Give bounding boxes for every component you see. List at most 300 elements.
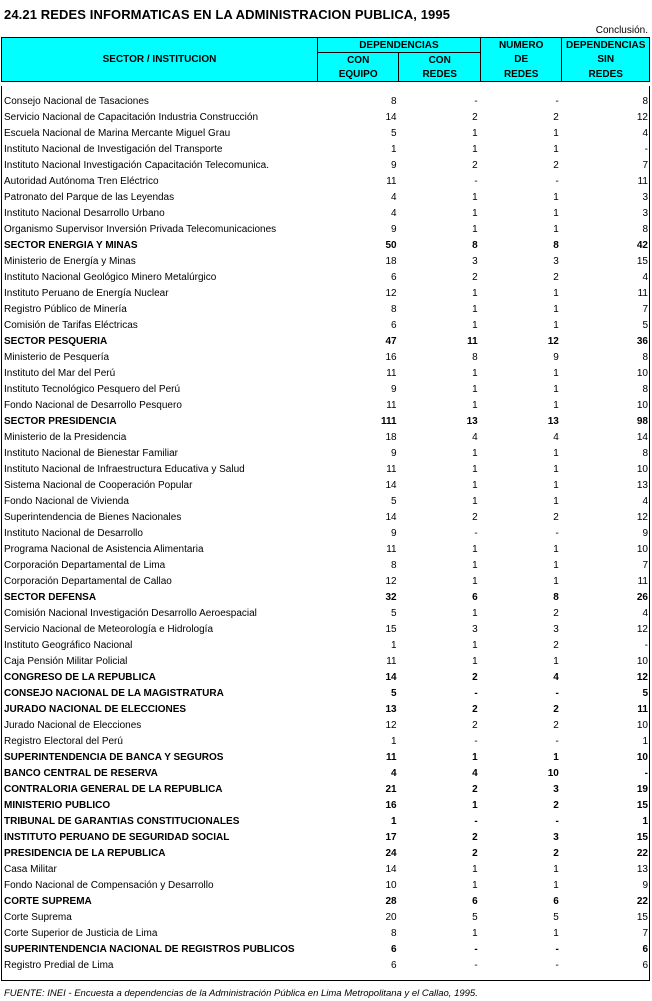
cell-con-equipo: 6 bbox=[391, 960, 397, 971]
cell-con-equipo: 9 bbox=[391, 224, 397, 235]
cell-sin-redes: 9 bbox=[642, 528, 648, 539]
cell-con-equipo: 21 bbox=[385, 784, 397, 795]
row-name: Fondo Nacional de Vivienda bbox=[4, 496, 129, 507]
cell-con-equipo: 12 bbox=[385, 576, 397, 587]
cell-con-equipo: 14 bbox=[385, 512, 397, 523]
table-row bbox=[1, 782, 650, 798]
table-row bbox=[1, 862, 650, 878]
row-name: Escuela Nacional de Marina Mercante Miguel Grau bbox=[4, 128, 231, 139]
cell-numero-redes: 12 bbox=[547, 336, 559, 347]
cell-con-equipo: 14 bbox=[385, 480, 397, 491]
cell-con-redes: - bbox=[474, 960, 478, 971]
cell-con-redes: 1 bbox=[472, 368, 478, 379]
cell-sin-redes: 36 bbox=[636, 336, 648, 347]
row-name: SECTOR DEFENSA bbox=[4, 592, 97, 603]
cell-numero-redes: - bbox=[555, 960, 559, 971]
table-row bbox=[1, 510, 650, 526]
table-row bbox=[1, 542, 650, 558]
table-row bbox=[1, 286, 650, 302]
cell-numero-redes: - bbox=[555, 176, 559, 187]
cell-sin-redes: 7 bbox=[642, 560, 648, 571]
cell-sin-redes: 10 bbox=[636, 720, 648, 731]
cell-numero-redes: - bbox=[555, 528, 559, 539]
cell-sin-redes: 7 bbox=[642, 928, 648, 939]
cell-con-redes: 3 bbox=[472, 256, 478, 267]
table-row bbox=[1, 606, 650, 622]
cell-con-equipo: 18 bbox=[385, 256, 397, 267]
table-row bbox=[1, 798, 650, 814]
cell-numero-redes: 3 bbox=[553, 832, 559, 843]
header-dependencias-sin: DEPENDENCIAS bbox=[562, 38, 650, 53]
table-row bbox=[1, 750, 650, 766]
cell-sin-redes: 6 bbox=[642, 944, 648, 955]
table-row bbox=[1, 350, 650, 366]
table-row bbox=[1, 526, 650, 542]
cell-con-equipo: 5 bbox=[391, 128, 397, 139]
row-name: Superintendencia de Bienes Nacionales bbox=[4, 512, 182, 523]
table-row bbox=[1, 574, 650, 590]
cell-con-equipo: 6 bbox=[391, 272, 397, 283]
row-name: Organismo Supervisor Inversión Privada Telecomunicaciones bbox=[4, 224, 277, 235]
cell-numero-redes: 1 bbox=[553, 288, 559, 299]
row-name: Fondo Nacional de Compensación y Desarrollo bbox=[4, 880, 214, 891]
cell-sin-redes: 8 bbox=[642, 224, 648, 235]
row-name: Comisión de Tarifas Eléctricas bbox=[4, 320, 138, 331]
cell-con-redes: 2 bbox=[472, 848, 478, 859]
cell-con-equipo: 111 bbox=[381, 416, 397, 427]
cell-con-equipo: 5 bbox=[391, 608, 397, 619]
row-name: Instituto del Mar del Perú bbox=[4, 368, 116, 379]
table-row bbox=[1, 206, 650, 222]
cell-con-equipo: 14 bbox=[385, 864, 397, 875]
cell-numero-redes: 1 bbox=[553, 928, 559, 939]
table-row bbox=[1, 158, 650, 174]
cell-con-equipo: 16 bbox=[385, 352, 397, 363]
cell-con-redes: 8 bbox=[472, 240, 478, 251]
cell-con-equipo: 20 bbox=[385, 912, 397, 923]
cell-con-redes: 1 bbox=[472, 208, 478, 219]
cell-numero-redes: 1 bbox=[553, 368, 559, 379]
row-name: Instituto Geográfico Nacional bbox=[4, 640, 133, 651]
table-row bbox=[1, 830, 650, 846]
cell-con-redes: 1 bbox=[472, 400, 478, 411]
cell-con-equipo: 11 bbox=[386, 368, 397, 379]
table-row bbox=[1, 142, 650, 158]
row-name: Servicio Nacional de Meteorología e Hidrología bbox=[4, 624, 214, 635]
table-row bbox=[1, 94, 650, 110]
cell-numero-redes: 1 bbox=[553, 752, 559, 763]
table-row bbox=[1, 878, 650, 894]
cell-sin-redes: 4 bbox=[642, 608, 648, 619]
row-name: CONSEJO NACIONAL DE LA MAGISTRATURA bbox=[4, 688, 224, 699]
cell-sin-redes: 10 bbox=[636, 368, 648, 379]
cell-sin-redes: 4 bbox=[642, 272, 648, 283]
cell-sin-redes: 15 bbox=[636, 256, 648, 267]
cell-con-redes: 1 bbox=[472, 928, 478, 939]
cell-sin-redes: 7 bbox=[642, 160, 648, 171]
page-title: 24.21 REDES INFORMATICAS EN LA ADMINISTRACION PUBLICA, 1995 bbox=[4, 7, 451, 22]
table-row bbox=[1, 942, 650, 958]
cell-con-redes: 1 bbox=[472, 224, 478, 235]
cell-sin-redes: 11 bbox=[637, 288, 648, 299]
cell-con-redes: 4 bbox=[472, 432, 478, 443]
cell-con-equipo: 8 bbox=[391, 304, 397, 315]
cell-numero-redes: - bbox=[555, 944, 559, 955]
cell-con-redes: 2 bbox=[472, 512, 478, 523]
cell-sin-redes: 8 bbox=[642, 352, 648, 363]
cell-con-redes: - bbox=[474, 688, 478, 699]
row-name: CONGRESO DE LA REPUBLICA bbox=[4, 672, 156, 683]
cell-con-redes: 2 bbox=[472, 720, 478, 731]
cell-con-redes: 1 bbox=[472, 608, 478, 619]
cell-con-redes: 1 bbox=[472, 192, 478, 203]
cell-con-equipo: 17 bbox=[385, 832, 397, 843]
cell-con-redes: - bbox=[474, 736, 478, 747]
cell-con-redes: 1 bbox=[472, 576, 478, 587]
cell-numero-redes: 1 bbox=[553, 464, 559, 475]
header-numero: NUMERO bbox=[480, 38, 562, 53]
header-de: DE bbox=[480, 53, 562, 68]
cell-con-redes: 2 bbox=[472, 832, 478, 843]
row-name: SUPERINTENDENCIA NACIONAL DE REGISTROS PUBLICOS bbox=[4, 944, 295, 955]
table-row bbox=[1, 222, 650, 238]
cell-sin-redes: 11 bbox=[637, 704, 648, 715]
row-name: Instituto Nacional Geológico Minero Metalúrgico bbox=[4, 272, 217, 283]
cell-con-redes: 13 bbox=[466, 416, 478, 427]
row-name: SECTOR PESQUERIA bbox=[4, 336, 108, 347]
cell-sin-redes: 10 bbox=[636, 656, 648, 667]
cell-sin-redes: 3 bbox=[642, 208, 648, 219]
cell-con-redes: 2 bbox=[472, 704, 478, 715]
cell-con-equipo: 11 bbox=[386, 400, 397, 411]
cell-numero-redes: - bbox=[555, 736, 559, 747]
table-row bbox=[1, 430, 650, 446]
table-header bbox=[1, 37, 650, 82]
cell-numero-redes: 2 bbox=[553, 112, 559, 123]
cell-con-redes: 3 bbox=[472, 624, 478, 635]
table-row bbox=[1, 446, 650, 462]
cell-numero-redes: - bbox=[555, 96, 559, 107]
row-name: MINISTERIO PUBLICO bbox=[4, 800, 111, 811]
cell-sin-redes: 15 bbox=[636, 832, 648, 843]
row-name: Servicio Nacional de Capacitación Industria Construcción bbox=[4, 112, 259, 123]
cell-con-equipo: 18 bbox=[385, 432, 397, 443]
header-sin-redes: REDES bbox=[562, 67, 650, 82]
cell-con-redes: 1 bbox=[472, 880, 478, 891]
row-name: Ministerio de Energía y Minas bbox=[4, 256, 136, 267]
row-name: Corporación Departamental de Lima bbox=[4, 560, 166, 571]
cell-sin-redes: 13 bbox=[636, 480, 648, 491]
row-name: BANCO CENTRAL DE RESERVA bbox=[4, 768, 158, 779]
cell-con-equipo: 11 bbox=[386, 656, 397, 667]
row-name: Caja Pensión Militar Policial bbox=[4, 656, 128, 667]
cell-sin-redes: 9 bbox=[642, 880, 648, 891]
data-table bbox=[1, 94, 650, 974]
cell-sin-redes: - bbox=[644, 768, 648, 779]
cell-con-equipo: 9 bbox=[391, 448, 397, 459]
cell-numero-redes: 1 bbox=[553, 880, 559, 891]
row-name: Instituto Nacional de Desarrollo bbox=[4, 528, 143, 539]
cell-sin-redes: 10 bbox=[636, 464, 648, 475]
cell-con-redes: 1 bbox=[472, 752, 478, 763]
cell-sin-redes: 10 bbox=[636, 400, 648, 411]
cell-con-equipo: 24 bbox=[385, 848, 397, 859]
cell-con-equipo: 6 bbox=[391, 320, 397, 331]
cell-sin-redes: 8 bbox=[642, 96, 648, 107]
table-row bbox=[1, 638, 650, 654]
cell-con-equipo: 4 bbox=[391, 192, 397, 203]
table-row bbox=[1, 366, 650, 382]
cell-numero-redes: 2 bbox=[553, 512, 559, 523]
table-row bbox=[1, 958, 650, 974]
cell-con-equipo: 13 bbox=[385, 704, 397, 715]
cell-con-redes: 5 bbox=[472, 912, 478, 923]
cell-con-redes: - bbox=[474, 528, 478, 539]
cell-sin-redes: 8 bbox=[642, 384, 648, 395]
cell-numero-redes: 3 bbox=[553, 256, 559, 267]
cell-con-redes: 11 bbox=[467, 336, 478, 347]
source-footnote: FUENTE: INEI - Encuesta a dependencias de la Administración Pública en Lima Metropolitana y el Callao, 1995. bbox=[4, 988, 478, 999]
cell-con-equipo: 16 bbox=[385, 800, 397, 811]
cell-con-equipo: 1 bbox=[391, 144, 397, 155]
cell-numero-redes: 1 bbox=[553, 304, 559, 315]
table-row bbox=[1, 414, 650, 430]
table-row bbox=[1, 894, 650, 910]
cell-numero-redes: 1 bbox=[553, 224, 559, 235]
cell-numero-redes: 2 bbox=[553, 720, 559, 731]
cell-sin-redes: 10 bbox=[636, 752, 648, 763]
cell-con-redes: 6 bbox=[472, 896, 478, 907]
cell-sin-redes: 4 bbox=[642, 128, 648, 139]
cell-numero-redes: 1 bbox=[553, 544, 559, 555]
cell-numero-redes: 2 bbox=[553, 160, 559, 171]
cell-sin-redes: 13 bbox=[636, 864, 648, 875]
table-row bbox=[1, 670, 650, 686]
row-name: Consejo Nacional de Tasaciones bbox=[4, 96, 149, 107]
row-name: Registro Público de Minería bbox=[4, 304, 127, 315]
row-name: Instituto Nacional de Investigación del Transporte bbox=[4, 144, 223, 155]
cell-sin-redes: 5 bbox=[642, 688, 648, 699]
header-dependencias: DEPENDENCIAS bbox=[317, 38, 480, 53]
cell-sin-redes: 12 bbox=[636, 512, 648, 523]
cell-numero-redes: 1 bbox=[553, 496, 559, 507]
cell-numero-redes: 2 bbox=[553, 704, 559, 715]
row-name: CORTE SUPREMA bbox=[4, 896, 92, 907]
cell-sin-redes: 12 bbox=[636, 672, 648, 683]
table-row bbox=[1, 398, 650, 414]
cell-numero-redes: - bbox=[555, 688, 559, 699]
table-row bbox=[1, 478, 650, 494]
row-name: JURADO NACIONAL DE ELECCIONES bbox=[4, 704, 187, 715]
cell-sin-redes: 11 bbox=[637, 576, 648, 587]
cell-con-equipo: 6 bbox=[391, 944, 397, 955]
row-name: Instituto Peruano de Energía Nuclear bbox=[4, 288, 169, 299]
row-name: Autoridad Autónoma Tren Eléctrico bbox=[4, 176, 159, 187]
cell-sin-redes: 1 bbox=[642, 816, 648, 827]
cell-con-equipo: 9 bbox=[391, 160, 397, 171]
cell-con-redes: - bbox=[474, 816, 478, 827]
cell-sin-redes: 7 bbox=[642, 304, 648, 315]
cell-con-redes: 1 bbox=[472, 496, 478, 507]
cell-numero-redes: 5 bbox=[553, 912, 559, 923]
row-name: Ministerio de Pesquería bbox=[4, 352, 110, 363]
cell-con-redes: 1 bbox=[472, 640, 478, 651]
table-row bbox=[1, 174, 650, 190]
row-name: CONTRALORIA GENERAL DE LA REPUBLICA bbox=[4, 784, 223, 795]
row-name: Corporación Departamental de Callao bbox=[4, 576, 172, 587]
cell-con-equipo: 12 bbox=[385, 288, 397, 299]
cell-con-equipo: 14 bbox=[385, 112, 397, 123]
cell-con-equipo: 8 bbox=[391, 560, 397, 571]
cell-numero-redes: 1 bbox=[553, 560, 559, 571]
cell-sin-redes: 1 bbox=[642, 736, 648, 747]
cell-con-redes: 1 bbox=[472, 304, 478, 315]
cell-numero-redes: 1 bbox=[553, 448, 559, 459]
cell-numero-redes: 13 bbox=[547, 416, 559, 427]
cell-numero-redes: 1 bbox=[553, 128, 559, 139]
cell-con-equipo: 8 bbox=[391, 928, 397, 939]
cell-sin-redes: 15 bbox=[636, 912, 648, 923]
table-row bbox=[1, 494, 650, 510]
table-row bbox=[1, 254, 650, 270]
cell-con-redes: 2 bbox=[472, 272, 478, 283]
cell-sin-redes: 15 bbox=[636, 800, 648, 811]
cell-con-redes: 2 bbox=[472, 784, 478, 795]
table-row bbox=[1, 590, 650, 606]
cell-con-equipo: 5 bbox=[391, 496, 397, 507]
cell-con-redes: 6 bbox=[472, 592, 478, 603]
cell-numero-redes: 4 bbox=[553, 432, 559, 443]
cell-numero-redes: 2 bbox=[553, 640, 559, 651]
cell-numero-redes: 1 bbox=[553, 144, 559, 155]
cell-sin-redes: 42 bbox=[636, 240, 648, 251]
row-name: SECTOR ENERGIA Y MINAS bbox=[4, 240, 138, 251]
cell-con-redes: - bbox=[474, 944, 478, 955]
cell-numero-redes: 1 bbox=[553, 656, 559, 667]
row-name: TRIBUNAL DE GARANTIAS CONSTITUCIONALES bbox=[4, 816, 240, 827]
cell-numero-redes: 9 bbox=[553, 352, 559, 363]
cell-numero-redes: - bbox=[555, 816, 559, 827]
table-row bbox=[1, 110, 650, 126]
cell-numero-redes: 1 bbox=[553, 480, 559, 491]
header-con-equipo-top: CON bbox=[317, 53, 399, 68]
cell-con-redes: 8 bbox=[472, 352, 478, 363]
cell-con-equipo: 1 bbox=[391, 640, 397, 651]
cell-sin-redes: 5 bbox=[642, 320, 648, 331]
table-row bbox=[1, 622, 650, 638]
row-name: Casa Militar bbox=[4, 864, 57, 875]
cell-con-equipo: 4 bbox=[391, 768, 397, 779]
cell-sin-redes: 12 bbox=[636, 624, 648, 635]
cell-con-redes: 1 bbox=[472, 464, 478, 475]
row-name: Fondo Nacional de Desarrollo Pesquero bbox=[4, 400, 182, 411]
cell-sin-redes: 22 bbox=[636, 848, 648, 859]
cell-con-equipo: 28 bbox=[385, 896, 397, 907]
cell-sin-redes: 22 bbox=[636, 896, 648, 907]
row-name: Jurado Nacional de Elecciones bbox=[4, 720, 142, 731]
cell-con-redes: 1 bbox=[472, 384, 478, 395]
table-row bbox=[1, 382, 650, 398]
cell-numero-redes: 2 bbox=[553, 848, 559, 859]
cell-numero-redes: 2 bbox=[553, 608, 559, 619]
cell-numero-redes: 1 bbox=[553, 576, 559, 587]
row-name: Instituto Nacional de Infraestructura Educativa y Salud bbox=[4, 464, 245, 475]
row-name: Instituto Nacional Investigación Capacitación Telecomunica. bbox=[4, 160, 269, 171]
cell-con-equipo: 11 bbox=[386, 176, 397, 187]
cell-sin-redes: 14 bbox=[636, 432, 648, 443]
cell-numero-redes: 1 bbox=[553, 384, 559, 395]
table-row bbox=[1, 558, 650, 574]
table-row bbox=[1, 846, 650, 862]
table-row bbox=[1, 126, 650, 142]
cell-con-redes: 1 bbox=[472, 800, 478, 811]
table-row bbox=[1, 814, 650, 830]
table-row bbox=[1, 718, 650, 734]
table-row bbox=[1, 190, 650, 206]
cell-con-equipo: 11 bbox=[386, 752, 397, 763]
row-name: Ministerio de la Presidencia bbox=[4, 432, 127, 443]
row-name: Patronato del Parque de las Leyendas bbox=[4, 192, 175, 203]
cell-sin-redes: 98 bbox=[636, 416, 648, 427]
cell-con-redes: 2 bbox=[472, 112, 478, 123]
header-sector: SECTOR / INSTITUCION bbox=[2, 38, 318, 82]
cell-sin-redes: 19 bbox=[636, 784, 648, 795]
table-row bbox=[1, 462, 650, 478]
cell-sin-redes: 12 bbox=[636, 112, 648, 123]
cell-con-equipo: 50 bbox=[385, 240, 397, 251]
row-name: SUPERINTENDENCIA DE BANCA Y SEGUROS bbox=[4, 752, 224, 763]
cell-con-equipo: 9 bbox=[391, 384, 397, 395]
cell-con-redes: 1 bbox=[472, 656, 478, 667]
table-row bbox=[1, 318, 650, 334]
cell-con-redes: 1 bbox=[472, 288, 478, 299]
cell-con-equipo: 11 bbox=[386, 544, 397, 555]
cell-con-equipo: 32 bbox=[385, 592, 397, 603]
header-sin: SIN bbox=[562, 53, 650, 68]
cell-con-equipo: 47 bbox=[385, 336, 397, 347]
row-name: Registro Electoral del Perú bbox=[4, 736, 123, 747]
cell-numero-redes: 6 bbox=[553, 896, 559, 907]
cell-con-redes: 1 bbox=[472, 448, 478, 459]
cell-numero-redes: 3 bbox=[553, 784, 559, 795]
row-name: PRESIDENCIA DE LA REPUBLICA bbox=[4, 848, 166, 859]
cell-con-redes: - bbox=[474, 176, 478, 187]
table-row bbox=[1, 654, 650, 670]
cell-numero-redes: 2 bbox=[553, 272, 559, 283]
table-row bbox=[1, 270, 650, 286]
cell-con-equipo: 8 bbox=[391, 96, 397, 107]
cell-sin-redes: 4 bbox=[642, 496, 648, 507]
row-name: Comisión Nacional Investigación Desarrollo Aeroespacial bbox=[4, 608, 257, 619]
cell-numero-redes: 1 bbox=[553, 192, 559, 203]
cell-sin-redes: 11 bbox=[637, 176, 648, 187]
cell-con-equipo: 9 bbox=[391, 528, 397, 539]
cell-con-redes: 2 bbox=[472, 672, 478, 683]
cell-numero-redes: 8 bbox=[553, 240, 559, 251]
table-row bbox=[1, 238, 650, 254]
row-name: Corte Superior de Justicia de Lima bbox=[4, 928, 158, 939]
cell-sin-redes: 10 bbox=[636, 544, 648, 555]
cell-con-redes: 1 bbox=[472, 144, 478, 155]
table-row bbox=[1, 702, 650, 718]
cell-con-redes: 1 bbox=[472, 864, 478, 875]
row-name: INSTITUTO PERUANO DE SEGURIDAD SOCIAL bbox=[4, 832, 230, 843]
row-name: Instituto Tecnológico Pesquero del Perú bbox=[4, 384, 181, 395]
row-name: Instituto Nacional de Bienestar Familiar bbox=[4, 448, 178, 459]
row-name: Sistema Nacional de Cooperación Popular bbox=[4, 480, 193, 491]
cell-con-redes: 1 bbox=[472, 480, 478, 491]
cell-sin-redes: 8 bbox=[642, 448, 648, 459]
